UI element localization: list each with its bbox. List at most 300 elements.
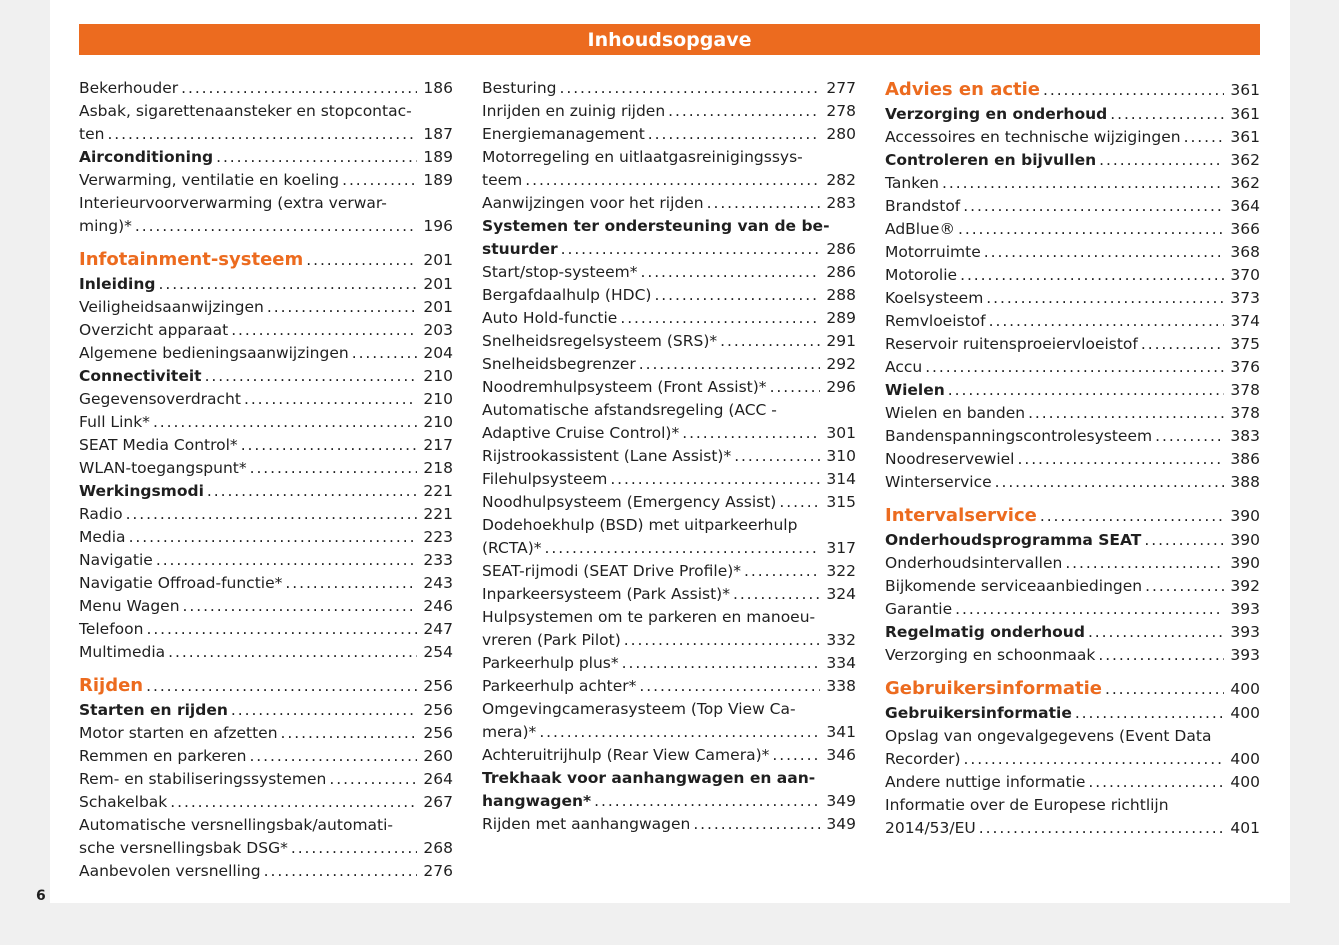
toc-entry-title: sche versnellingsbak DSG* [79,839,288,857]
toc-entry-title: Overzicht apparaat [79,321,229,339]
toc-entry[interactable] [79,77,453,100]
toc-page-number: 256 [423,677,453,695]
toc-entry[interactable] [79,388,453,411]
toc-entry-title: Trekhaak voor aanhangwagen en aan- [482,769,816,787]
toc-page-number: 301 [826,424,856,442]
toc-entry[interactable] [885,218,1260,241]
dot-leader [620,307,820,330]
toc-entry-title: Parkeerhulp achter* [482,677,637,695]
toc-page-number: 267 [423,793,453,811]
toc-page-number: 256 [423,724,453,742]
dot-leader [639,675,820,698]
page-title: Inhoudsopgave [79,24,1260,55]
dot-leader [250,457,418,480]
toc-chapter[interactable] [885,77,1260,103]
toc-page-number: 187 [423,125,453,143]
toc-entry[interactable] [482,537,856,560]
toc-entry[interactable] [482,652,856,675]
toc-entry-title: Advies en actie [885,79,1040,100]
toc-entry-wrap [79,814,453,837]
dot-leader [342,169,417,192]
toc-entry[interactable] [79,215,453,238]
toc-entry-title: Onderhoudsintervallen [885,554,1063,572]
toc-entry[interactable] [885,356,1260,379]
toc-page-number: 186 [423,79,453,97]
toc-entry-title: vreren (Park Pilot) [482,631,621,649]
dot-leader [958,218,1224,241]
dot-leader [989,310,1225,333]
toc-entry[interactable] [79,457,453,480]
toc-entry[interactable] [885,644,1260,667]
toc-entry-title: Auto Hold-functie [482,309,618,327]
toc-entry-title: Winterservice [885,473,992,491]
toc-page-number: 289 [826,309,856,327]
toc-entry-title: Opslag van ongevalgegevens (Event Data [885,727,1212,745]
toc-entry[interactable] [79,123,453,146]
toc-entry[interactable] [885,425,1260,448]
toc-entry-title: SEAT-rijmodi (SEAT Drive Profile)* [482,562,742,580]
toc-page-number: 378 [1230,381,1260,399]
toc-entry[interactable] [79,480,453,503]
toc-page-number: 204 [423,344,453,362]
dot-leader [306,247,417,273]
toc-entry-title: Bergafdaalhulp (HDC) [482,286,652,304]
toc-page-number: 366 [1230,220,1260,238]
toc-entry-title: Motorruimte [885,243,981,261]
toc-entry[interactable] [885,172,1260,195]
toc-entry-title: Brandstof [885,197,961,215]
dot-leader [539,721,820,744]
toc-entry[interactable] [79,791,453,814]
toc-page-number: 310 [826,447,856,465]
toc-page-number: 276 [423,862,453,880]
toc-page-number: 368 [1230,243,1260,261]
toc-entry[interactable] [482,330,856,353]
toc-page-number: 291 [826,332,856,350]
toc-page-number: 201 [423,251,453,269]
toc-entry[interactable] [79,722,453,745]
toc-page-number: 246 [423,597,453,615]
toc-entry-title: Veiligheidsaanwijzingen [79,298,264,316]
toc-entry[interactable] [79,699,453,722]
toc-page-number: 223 [423,528,453,546]
toc-page-number: 390 [1230,507,1260,525]
dot-leader [1028,402,1224,425]
toc-entry-title: teem [482,171,523,189]
toc-entry[interactable] [482,284,856,307]
toc-chapter[interactable] [79,247,453,273]
toc-entry-title: Multimedia [79,643,166,661]
dot-leader [231,319,417,342]
toc-entry-title: 2014/53/EU [885,819,976,837]
toc-page-number: 201 [423,275,453,293]
toc-entry[interactable] [79,365,453,388]
toc-entry[interactable] [885,149,1260,172]
toc-entry[interactable] [482,813,856,836]
dot-leader [979,817,1225,840]
toc-entry-title: Adaptive Cruise Control)* [482,424,680,442]
toc-entry[interactable] [885,287,1260,310]
toc-entry-title: stuurder [482,240,558,258]
toc-page-number: 375 [1230,335,1260,353]
toc-entry-wrap [482,514,856,537]
toc-page-number: 264 [423,770,453,788]
toc-entry[interactable] [482,445,856,468]
dot-leader [948,379,1225,402]
toc-entry[interactable] [79,296,453,319]
toc-entry[interactable] [885,126,1260,149]
dot-leader [285,572,417,595]
toc-entry[interactable] [482,100,856,123]
toc-entry[interactable] [79,434,453,457]
toc-entry[interactable] [885,264,1260,287]
toc-entry-title: Aanbevolen versnelling [79,862,261,880]
toc-entry[interactable] [482,77,856,100]
toc-entry[interactable] [79,146,453,169]
toc-entry[interactable] [482,422,856,445]
toc-entry-wrap [885,725,1260,748]
toc-chapter[interactable] [885,503,1260,529]
dot-leader [1184,126,1225,149]
toc-entry[interactable] [885,448,1260,471]
toc-entry-wrap [482,399,856,422]
dot-leader [1155,425,1224,448]
toc-page-number: 334 [826,654,856,672]
toc-entry[interactable] [482,583,856,606]
dot-leader [545,537,821,560]
toc-entry-wrap [885,794,1260,817]
toc-entry[interactable] [885,333,1260,356]
toc-entry[interactable] [79,745,453,768]
dot-leader [1088,771,1224,794]
dot-leader [640,261,820,284]
toc-page-number: 296 [826,378,856,396]
toc-entry-title: Automatische afstandsregeling (ACC - [482,401,777,419]
toc-entry-title: Verzorging en schoonmaak [885,646,1096,664]
toc-page-number: 341 [826,723,856,741]
toc-entry-title: Intervalservice [885,505,1037,526]
toc-entry-title: WLAN-toegangspunt* [79,459,247,477]
toc-entry-title: Algemene bedieningsaanwijzingen [79,344,349,362]
toc-entry[interactable] [79,837,453,860]
toc-entry-title: Andere nuttige informatie [885,773,1086,791]
toc-entry[interactable] [885,817,1260,840]
toc-page-number: 210 [423,367,453,385]
toc-page-number: 314 [826,470,856,488]
dot-leader [352,342,418,365]
toc-entry-title: Energiemanagement [482,125,645,143]
toc-entry[interactable] [79,641,453,664]
toc-page-number: 361 [1230,81,1260,99]
toc-entry-title: Accessoires en technische wijzigingen [885,128,1181,146]
toc-entry-title: Accu [885,358,923,376]
toc-page-number: 370 [1230,266,1260,284]
toc-entry[interactable] [885,241,1260,264]
toc-entry-title: Interieurvoorverwarming (extra verwar- [79,194,387,212]
toc-chapter[interactable] [885,676,1260,702]
dot-leader [1043,77,1224,103]
toc-entry-title: Tanken [885,174,940,192]
dot-leader [772,744,820,767]
toc-entry-title: Remmen en parkeren [79,747,247,765]
toc-entry[interactable] [79,618,453,641]
toc-entry[interactable] [885,771,1260,794]
toc-entry[interactable] [885,598,1260,621]
dot-leader [129,526,418,549]
toc-page-number: 362 [1230,174,1260,192]
toc-entry-title: Rem- en stabiliseringssystemen [79,770,327,788]
toc-entry[interactable] [482,307,856,330]
toc-entry[interactable] [79,572,453,595]
toc-page-number: 324 [826,585,856,603]
toc-page-number: 374 [1230,312,1260,330]
toc-entry-title: Telefoon [79,620,144,638]
toc-entry-title: Noodremhulpsysteem (Front Assist)* [482,378,767,396]
toc-page-number: 400 [1230,704,1260,722]
toc-entry[interactable] [885,103,1260,126]
toc-entry[interactable] [885,575,1260,598]
toc-entry-title: Verzorging en onderhoud [885,105,1108,123]
toc-entry-title: Automatische versnellingsbak/automati- [79,816,394,834]
toc-entry-title: ten [79,125,105,143]
toc-page-number: 393 [1230,600,1260,618]
toc-entry[interactable] [885,379,1260,402]
toc-page-number: 393 [1230,646,1260,664]
toc-page-number: 243 [423,574,453,592]
toc-entry-title: Gegevensoverdracht [79,390,241,408]
toc-entry-title: Noodreservewiel [885,450,1015,468]
toc-page-number: 378 [1230,404,1260,422]
toc-entry-title: Rijden [79,675,144,696]
toc-entry[interactable] [482,721,856,744]
toc-page-number: 196 [423,217,453,235]
toc-entry[interactable] [79,503,453,526]
dot-leader [1145,575,1224,598]
toc-entry-title: Besturing [482,79,557,97]
toc-entry[interactable] [885,621,1260,644]
toc-entry[interactable] [482,468,856,491]
toc-page-number: 400 [1230,680,1260,698]
toc-page-number: 233 [423,551,453,569]
toc-entry-title: Start/stop-systeem* [482,263,638,281]
toc-entry[interactable] [885,702,1260,725]
toc-entry[interactable] [79,411,453,434]
toc-entry-title: Rijden met aanhangwagen [482,815,691,833]
dot-leader [654,284,820,307]
dot-leader [610,468,820,491]
toc-page-number: 392 [1230,577,1260,595]
toc-entry-title: Navigatie Offroad-functie* [79,574,283,592]
toc-entry[interactable] [482,790,856,813]
toc-entry[interactable] [79,169,453,192]
toc-entry-title: Recorder) [885,750,961,768]
toc-entry-title: Wielen [885,381,945,399]
toc-entry-wrap [79,192,453,215]
toc-entry[interactable] [482,261,856,284]
dot-leader [207,480,418,503]
toc-entry-title: Infotainment-systeem [79,249,304,270]
dot-leader [733,583,820,606]
toc-entry-title: Snelheidsbegrenzer [482,355,636,373]
toc-entry-title: Bekerhouder [79,79,179,97]
toc-entry[interactable] [79,549,453,572]
toc-page-number: 210 [423,413,453,431]
toc-entry[interactable] [79,319,453,342]
toc-entry-title: Menu Wagen [79,597,180,615]
toc-page-number: 260 [423,747,453,765]
page-number: 6 [36,888,46,904]
dot-leader [995,471,1225,494]
toc-entry-wrap [482,606,856,629]
dot-leader [1040,503,1225,529]
toc-entry[interactable] [885,310,1260,333]
toc-entry[interactable] [79,595,453,618]
toc-entry-wrap [482,698,856,721]
toc-entry-title: ming)* [79,217,132,235]
toc-chapter[interactable] [79,673,453,699]
toc-entry-title: Motorolie [885,266,958,284]
toc-entry[interactable] [885,552,1260,575]
toc-entry-title: Asbak, sigarettenaansteker en stopcontac- [79,102,412,120]
toc-entry[interactable] [885,402,1260,425]
toc-entry[interactable] [482,123,856,146]
dot-leader [291,837,418,860]
dot-leader [707,192,821,215]
toc-entry[interactable] [482,675,856,698]
toc-entry-title: Dodehoekhulp (BSD) met uitparkeerhulp [482,516,798,534]
toc-entry-title: Motorregeling en uitlaatgasreinigingssys- [482,148,803,166]
toc-entry-title: Reservoir ruitensproeiervloeistof [885,335,1138,353]
toc-page-number: 322 [826,562,856,580]
toc-entry-title: Snelheidsregelsysteem (SRS)* [482,332,718,350]
toc-entry-title: Media [79,528,126,546]
toc-entry[interactable] [79,526,453,549]
dot-leader [267,296,418,319]
toc-entry-wrap [79,100,453,123]
dot-leader [560,77,821,100]
toc-page-number: 401 [1230,819,1260,837]
dot-leader [168,641,417,664]
toc-page-number: 286 [826,240,856,258]
toc-column-1 [79,77,453,883]
toc-page-number: 332 [826,631,856,649]
toc-entry[interactable] [482,560,856,583]
toc-entry[interactable] [885,195,1260,218]
dot-leader [153,411,417,434]
toc-entry-title: Rijstrookassistent (Lane Assist)* [482,447,732,465]
dot-leader [135,215,418,238]
toc-entry-title: Parkeerhulp plus* [482,654,619,672]
toc-entry[interactable] [482,169,856,192]
toc-entry-title: Bijkomende serviceaanbiedingen [885,577,1143,595]
toc-column-2 [482,77,856,836]
toc-entry[interactable] [79,342,453,365]
toc-entry-title: Controleren en bijvullen [885,151,1097,169]
dot-leader [682,422,820,445]
toc-entry-title: Verwarming, ventilatie en koeling [79,171,340,189]
dot-leader [955,598,1224,621]
toc-page-number: 282 [826,171,856,189]
dot-leader [744,560,820,583]
toc-page-number: 400 [1230,773,1260,791]
toc-entry[interactable] [79,768,453,791]
toc-page-number: 292 [826,355,856,373]
toc-entry-title: Airconditioning [79,148,214,166]
toc-page-number: 247 [423,620,453,638]
toc-entry[interactable] [885,748,1260,771]
toc-page-number: 317 [826,539,856,557]
toc-entry-title: Inleiding [79,275,156,293]
toc-entry[interactable] [885,529,1260,552]
toc-page-number: 278 [826,102,856,120]
toc-page-number: 203 [423,321,453,339]
toc-entry[interactable] [79,860,453,883]
toc-page-number: 283 [826,194,856,212]
dot-leader [249,745,417,768]
dot-leader [158,273,417,296]
dot-leader [594,790,820,813]
toc-entry-title: SEAT Media Control* [79,436,238,454]
toc-entry[interactable] [482,744,856,767]
toc-page-number: 218 [423,459,453,477]
toc-entry-title: Omgevingcamerasysteem (Top View Ca- [482,700,796,718]
dot-leader [779,491,820,514]
toc-page-number: 210 [423,390,453,408]
dot-leader [126,503,418,526]
dot-leader [1018,448,1225,471]
dot-leader [281,722,418,745]
toc-entry[interactable] [482,238,856,261]
toc-entry[interactable] [885,471,1260,494]
toc-page-number: 386 [1230,450,1260,468]
toc-entry-title: Achteruitrijhulp (Rear View Camera)* [482,746,770,764]
toc-entry[interactable] [482,353,856,376]
toc-entry-title: Navigatie [79,551,153,569]
toc-page-number: 254 [423,643,453,661]
toc-entry[interactable] [482,629,856,652]
dot-leader [1098,644,1224,667]
dot-leader [639,353,821,376]
toc-entry-title: Bandenspanningscontrolesysteem [885,427,1153,445]
toc-entry-wrap [482,767,856,790]
dot-leader [181,77,417,100]
toc-entry[interactable] [482,376,856,399]
toc-entry-title: mera)* [482,723,537,741]
toc-entry[interactable] [79,273,453,296]
toc-entry[interactable] [482,491,856,514]
dot-leader [1065,552,1224,575]
dot-leader [170,791,417,814]
dot-leader [205,365,418,388]
dot-leader [107,123,417,146]
dot-leader [146,618,417,641]
toc-page-number: 349 [826,792,856,810]
toc-page-number: 189 [423,148,453,166]
dot-leader [960,264,1224,287]
dot-leader [264,860,418,883]
toc-entry-title: hangwagen* [482,792,592,810]
dot-leader [734,445,820,468]
toc-entry[interactable] [482,192,856,215]
dot-leader [1141,333,1225,356]
dot-leader [244,388,417,411]
dot-leader [1075,702,1225,725]
toc-page-number: 362 [1230,151,1260,169]
toc-entry-title: Werkingsmodi [79,482,204,500]
toc-page-number: 217 [423,436,453,454]
toc-page-number: 277 [826,79,856,97]
dot-leader [156,549,418,572]
